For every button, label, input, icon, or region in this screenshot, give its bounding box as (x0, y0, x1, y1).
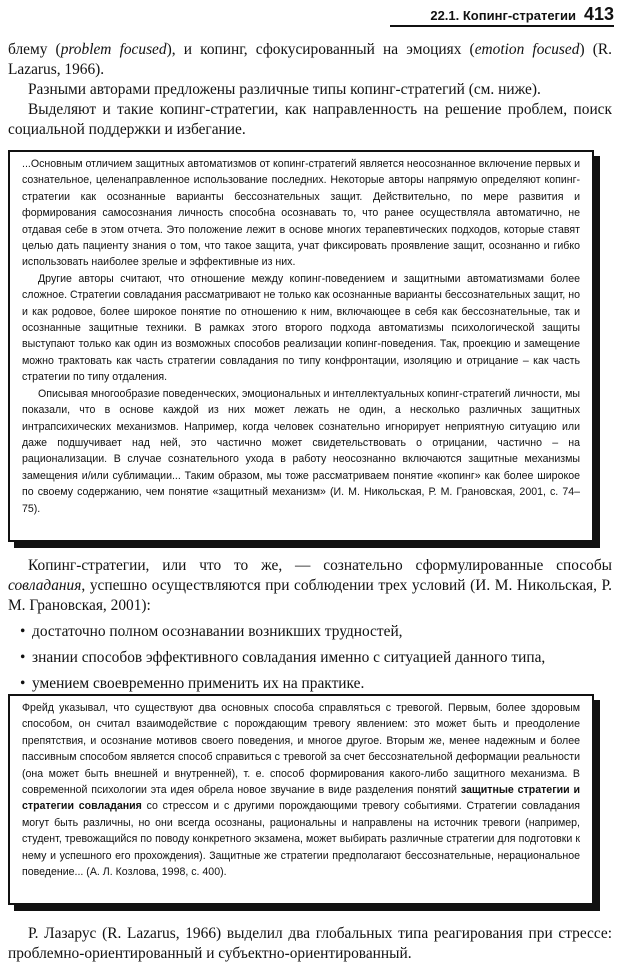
bullet-icon: • (20, 675, 26, 692)
intro-section (8, 40, 612, 140)
conditions-lead-start: Копинг-стратегии, или что то же, — сознательно сформулированные способы (28, 557, 612, 574)
intro-paragraph-1: блему (problem focused), и копинг, сфокусированный на эмоциях (emotion focused) (R. Lazarus, 1966). (8, 41, 612, 78)
intro-italic-term: emotion focused (474, 41, 580, 58)
page-header (430, 2, 614, 24)
conditions-lead-italic: совладания (8, 577, 82, 594)
header-rule (390, 25, 614, 27)
page-number: 413 (583, 4, 614, 24)
intro-paragraph-3: Выделяют и такие копинг-стратегии, как направленность на решение проблем, поиск социальной поддержки и избегание. (8, 101, 612, 138)
conditions-lead (8, 556, 612, 616)
quote2-text-bold: защитные стратегии и стратегии совладания (22, 784, 580, 813)
list-item-text: достаточно полном осознавании возникших трудностей, (32, 623, 403, 640)
bullet-icon: • (20, 623, 26, 640)
quote2-text-end: со стрессом и с другими порождающими тревогу событиями. Стратегии совладания могут быть различны, но они всегда осознаны, рациональны и направлены на источник тревоги (например, студент, тревожащийся по поводу конкретного экзамена, может выбирать различные стратегии для подготовки к нему и успешного его прохождения). Защитные же стратегии предполагают бессознательные, нерациональное поведение... (А. Л. Козлова, 1998, с. 400). (22, 800, 580, 879)
quote-box-2 (8, 694, 594, 905)
conditions-section (8, 556, 612, 700)
list-item (8, 622, 612, 642)
closing-section (8, 924, 612, 964)
intro-italic-term: problem focused (60, 41, 167, 58)
closing-paragraph: Р. Лазарус (R. Lazarus, 1966) выделил два глобальных типа реагирования при стрессе: проблемно-ориентированный и субъектно-ориентированный. (8, 925, 612, 962)
list-item-text: знании способов эффективного совладания именно с ситуацией данного типа, (32, 649, 546, 666)
list-item (8, 648, 612, 668)
conditions-list (8, 622, 612, 694)
quote1-paragraph-2: Другие авторы считают, что отношение между копинг-поведением и защитными автоматизмами более сложное. Стратегии совладания рассматривают не только как осознанные варианты бессознательных защит, но и как родовое, более широкое понятие по отношению к ним, включающее в себя как бессознательные, так и осознанные защитные техники. В рамках этого второго подхода автоматизмы психологической защиты выступают только как один из возможных способов реализации копинг-поведения. Так, проекцию и замещение можно трактовать как часть стратегии совладания по типу конфронтации, изоляцию и отрицание – как часть стратегии по типу отдаления. (22, 272, 580, 384)
quote2-text-start: Фрейд указывал, что существуют два основных способа справляться с тревогой. Первым, более здоровым способом, он считал взаимодействие с порождающим тревогу явлением: это может быть и преодоление препятствия, и осознание мотивов своего поведения, и многое другое. Вторым же, менее надежным и более пассивным способом является способ справиться с тревогой за счет бессознательной деформации реальности (она может быть внешней и внутренней), т. е. способ формирования какого-либо защитного механизма. В современной психологии эта идея обрела новое звучание в виде разделения понятий (22, 702, 580, 797)
quote-box-1 (8, 150, 594, 542)
quote1-paragraph-1: ...Основным отличием защитных автоматизмов от копинг-стратегий является неосознанное включение первых и сознательное, целенаправленное использование последних. Некоторые авторы напрямую определяют копинг-стратегии как осознанные варианты бессознательных защит. Действительно, по мере развития и формирования самосознания личность способна осознавать то, что ранее осуществляла автоматично, не отдавая себе в этом отчета. Это положение лежит в основе многих терапевтических подходов, которые ставят целью дать пациенту знания о том, что такое защита, учат фиксировать проявление защит, осознанно и гибко использовать наиболее зрелые и эффективные из них. (22, 158, 580, 269)
quote1-paragraph-3: Описывая многообразие поведенческих, эмоциональных и интеллектуальных копинг-стратегий личности, мы показали, что в основе каждой из них может лежать не один, а несколько различных защитных интрапсихических механизмов. Например, когда человек сознательно игнорирует неприятную ситуацию или даже подшучивает над ней, это частично может свидетельствовать о отрицании, частично – на рационализации. В случае сознательного ухода в работу неосознанно включаются защитные механизмы замещения и/или сублимации... Таким образом, мы тоже рассматриваем понятие «копинг» как более широкое по своему содержанию, чем понятие «защитный механизм» (И. М. Никольская, Р. М. Грановская, 2001, с. 74–75). (22, 387, 580, 515)
list-item-text: умением своевременно применить их на практике. (32, 675, 365, 692)
bullet-icon: • (20, 649, 26, 666)
intro-paragraph-2: Разными авторами предложены различные типы копинг-стратегий (см. ниже). (28, 81, 541, 98)
conditions-lead-end: , успешно осуществляются при соблюдении трех условий (И. М. Никольская, Р. М. Грановская, 2001): (8, 577, 612, 614)
running-head: 22.1. Копинг-стратегии (430, 8, 576, 23)
list-item (8, 674, 612, 694)
quote2-paragraph (22, 700, 580, 880)
